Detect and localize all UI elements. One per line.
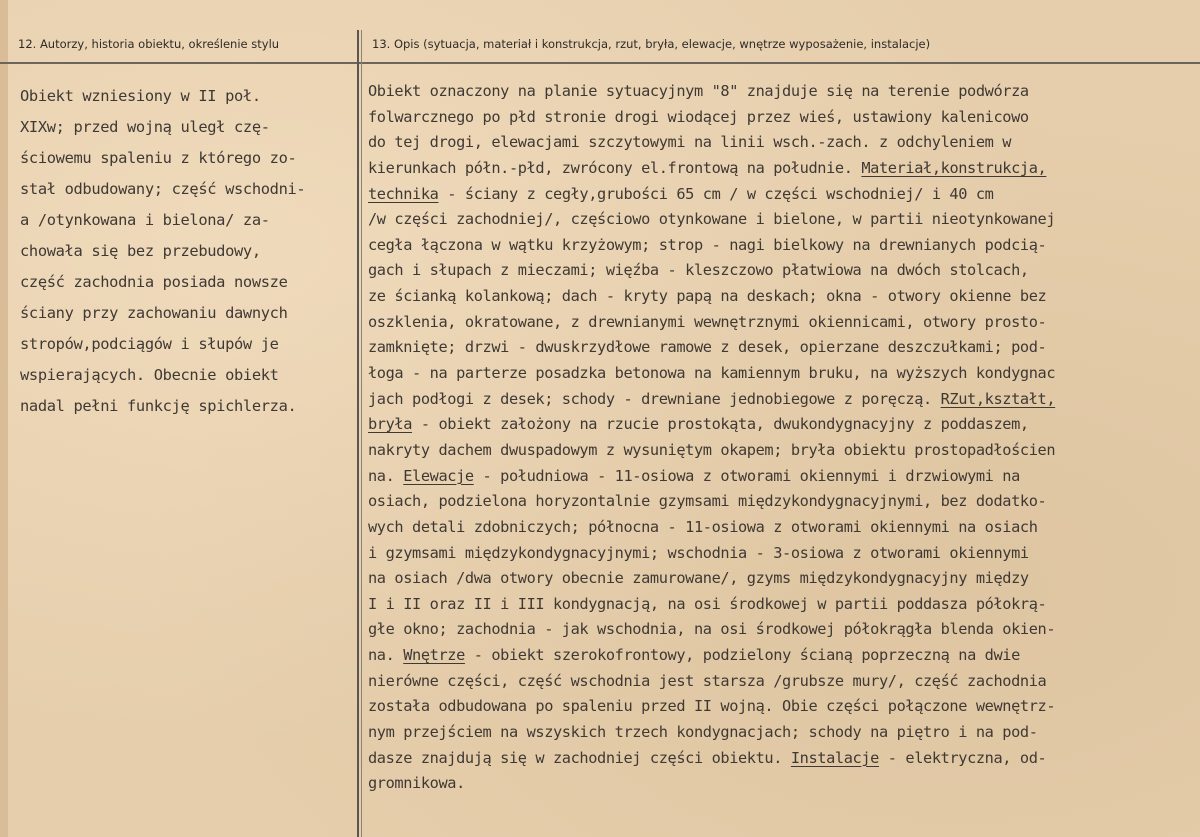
history-text-line: ściowemu spaleniu z którego zo-	[20, 149, 297, 167]
left-edge-shadow	[0, 0, 8, 837]
description-text-line	[368, 566, 1193, 592]
description-text-segment: na.	[368, 466, 404, 485]
column-divider-line-secondary	[361, 30, 362, 837]
column-12-header: 12. Autorzy, historia obiektu, określenie stylu	[18, 37, 280, 51]
description-text-segment: I i II oraz II i III kondygnacją, na osi środkowej w partii poddasza półokrą-	[368, 594, 1047, 613]
description-text-line	[368, 746, 1193, 772]
description-text-segment: nakryty dachem dwuspadowym z wysuniętym okapem; bryła obiektu prostopadłościen	[368, 440, 1056, 459]
description-text-line	[368, 335, 1193, 361]
history-text-line: Obiekt wzniesiony w II poł.	[20, 87, 261, 105]
description-text-segment: do tej drogi, elewacjami szczytowymi na linii wsch.-zach. z odchyleniem w	[368, 133, 1012, 152]
description-text-line	[368, 182, 1193, 208]
description-text-line	[368, 515, 1193, 541]
description-text-segment: jach podłogi z desek; schody - drewniane jednobiegowe z poręczą.	[368, 389, 941, 408]
description-text-segment: wych detali zdobniczych; północna - 11-osiowa z otworami okiennymi na osiach	[368, 517, 1038, 536]
description-text-segment: kierunkach półn.-płd, zwrócony el.frontową na południe.	[368, 158, 862, 177]
description-text-line	[368, 79, 1193, 105]
description-text-line	[368, 387, 1193, 413]
history-text-line: stropów,podciągów i słupów je	[20, 335, 279, 353]
description-text-segment: - elektryczna, od-	[878, 748, 1047, 767]
description-text-segment: osiach, podzielona horyzontalnie gzymsami międzykondygnacyjnymi, bez dodatko-	[368, 492, 1047, 511]
description-text-line	[368, 694, 1193, 720]
description-text-segment: i gzymsami międzykondygnacyjnymi; wschodnia - 3-osiowa z otworami okiennymi	[368, 543, 1029, 562]
history-text-line: nadal pełni funkcję spichlerza.	[20, 397, 297, 415]
description-text-line	[368, 412, 1193, 438]
history-text-line: chowała się bez przebudowy,	[20, 242, 261, 260]
underlined-section-heading: Elewacje	[403, 466, 474, 485]
header-divider-line	[0, 62, 1200, 64]
description-text-segment: nym przejściem na wszyskich trzech kondygnacjach; schody na piętro i na pod-	[368, 723, 1038, 742]
description-text-column	[368, 79, 1193, 797]
underlined-section-heading: Wnętrze	[403, 646, 465, 665]
description-text-line	[368, 489, 1193, 515]
description-text-segment: głe okno; zachodnia - jak wschodnia, na osi środkowej półokrągła blenda okien-	[368, 620, 1056, 639]
history-text-line: ściany przy zachowaniu dawnych	[20, 304, 288, 322]
description-text-line	[368, 669, 1193, 695]
description-text-line	[368, 643, 1193, 669]
column-13-header: 13. Opis (sytuacja, materiał i konstrukcja, rzut, bryła, elewacje, wnętrze wyposażenie, instalacje)	[372, 37, 931, 51]
description-text-segment: - obiekt założony na rzucie prostokąta, dwukondygnacyjny z poddaszem,	[412, 415, 1029, 434]
description-text-segment: na osiach /dwa otwory obecnie zamurowane/, gzyms międzykondygnacyjny między	[368, 569, 1029, 588]
description-text-line	[368, 233, 1193, 259]
description-text-segment: - ściany z cegły,grubości 65 cm / w części wschodniej/ i 40 cm	[438, 184, 994, 203]
description-text-segment: - południowa - 11-osiowa z otworami okiennymi i drzwiowymi na	[473, 466, 1020, 485]
description-text-line	[368, 284, 1193, 310]
description-text-line	[368, 258, 1193, 284]
description-text-line	[368, 464, 1193, 490]
description-text-segment: nierówne części, część wschodnia jest starsza /grubsze mury/, część zachodnia	[368, 671, 1047, 690]
description-text-segment: została odbudowana po spaleniu przed II wojną. Obie części połączone wewnętrz-	[368, 697, 1056, 716]
description-text-line	[368, 207, 1193, 233]
history-text-column	[20, 81, 350, 422]
description-text-segment: oszklenia, okratowane, z drewnianymi wewnętrznymi okiennicami, otwory prosto-	[368, 312, 1047, 331]
description-text-line	[368, 592, 1193, 618]
description-text-segment: gach i słupach z mieczami; więźba - kleszczowo płatwiowa na dwóch stolcach,	[368, 261, 1029, 280]
description-text-line	[368, 438, 1193, 464]
description-text-segment: folwarcznego po płd stronie drogi wiodącej przez wieś, ustawiony kalenicowo	[368, 107, 1029, 126]
description-text-segment: - obiekt szerokofrontowy, podzielony ścianą poprzeczną na dwie	[464, 646, 1020, 665]
description-text-line	[368, 361, 1193, 387]
underlined-section-heading: Materiał,konstrukcja,	[861, 158, 1047, 177]
description-text-segment: ze ścianką kolankową; dach - kryty papą na deskach; okna - otwory okienne bez	[368, 287, 1047, 306]
description-text-line	[368, 720, 1193, 746]
description-text-segment: na.	[368, 646, 404, 665]
underlined-section-heading: RZut,kształt,	[940, 389, 1056, 408]
history-text-line: a /otynkowana i bielona/ za-	[20, 211, 270, 229]
description-text-line	[368, 541, 1193, 567]
history-text-line: wspierających. Obecnie obiekt	[20, 366, 279, 384]
description-text-line	[368, 310, 1193, 336]
description-text-line	[368, 771, 1193, 797]
history-text-line: część zachodnia posiada nowsze	[20, 273, 288, 291]
description-text-line	[368, 130, 1193, 156]
description-text-segment: gromnikowa.	[368, 774, 465, 793]
description-text-segment: łoga - na parterze posadzka betonowa na kamiennym bruku, na wyższych kondygnac	[368, 364, 1056, 383]
description-text-segment: Obiekt oznaczony na planie sytuacyjnym "8" znajduje się na terenie podwórza	[368, 82, 1029, 100]
history-text-line: stał odbudowany; część wschodni-	[20, 180, 306, 198]
history-text-line: XIXw; przed wojną uległ czę-	[20, 118, 270, 136]
underlined-section-heading: Instalacje	[790, 748, 879, 767]
underlined-section-heading: technika	[368, 184, 439, 203]
description-text-line	[368, 105, 1193, 131]
description-text-line	[368, 617, 1193, 643]
underlined-section-heading: bryła	[368, 415, 413, 434]
description-text-segment: dasze znajdują się w zachodniej części obiektu.	[368, 748, 791, 767]
description-text-segment: cegła łączona w wątku krzyżowym; strop - nagi bielkowy na drewnianych podcią-	[368, 235, 1047, 254]
column-divider-line	[357, 30, 359, 837]
description-text-segment: zamknięte; drzwi - dwuskrzydłowe ramowe z desek, opierzane deszczułkami; pod-	[368, 338, 1047, 357]
description-text-segment: /w części zachodniej/, częściowo otynkowane i bielone, w partii nieotynkowanej	[368, 210, 1056, 229]
description-text-line	[368, 156, 1193, 182]
